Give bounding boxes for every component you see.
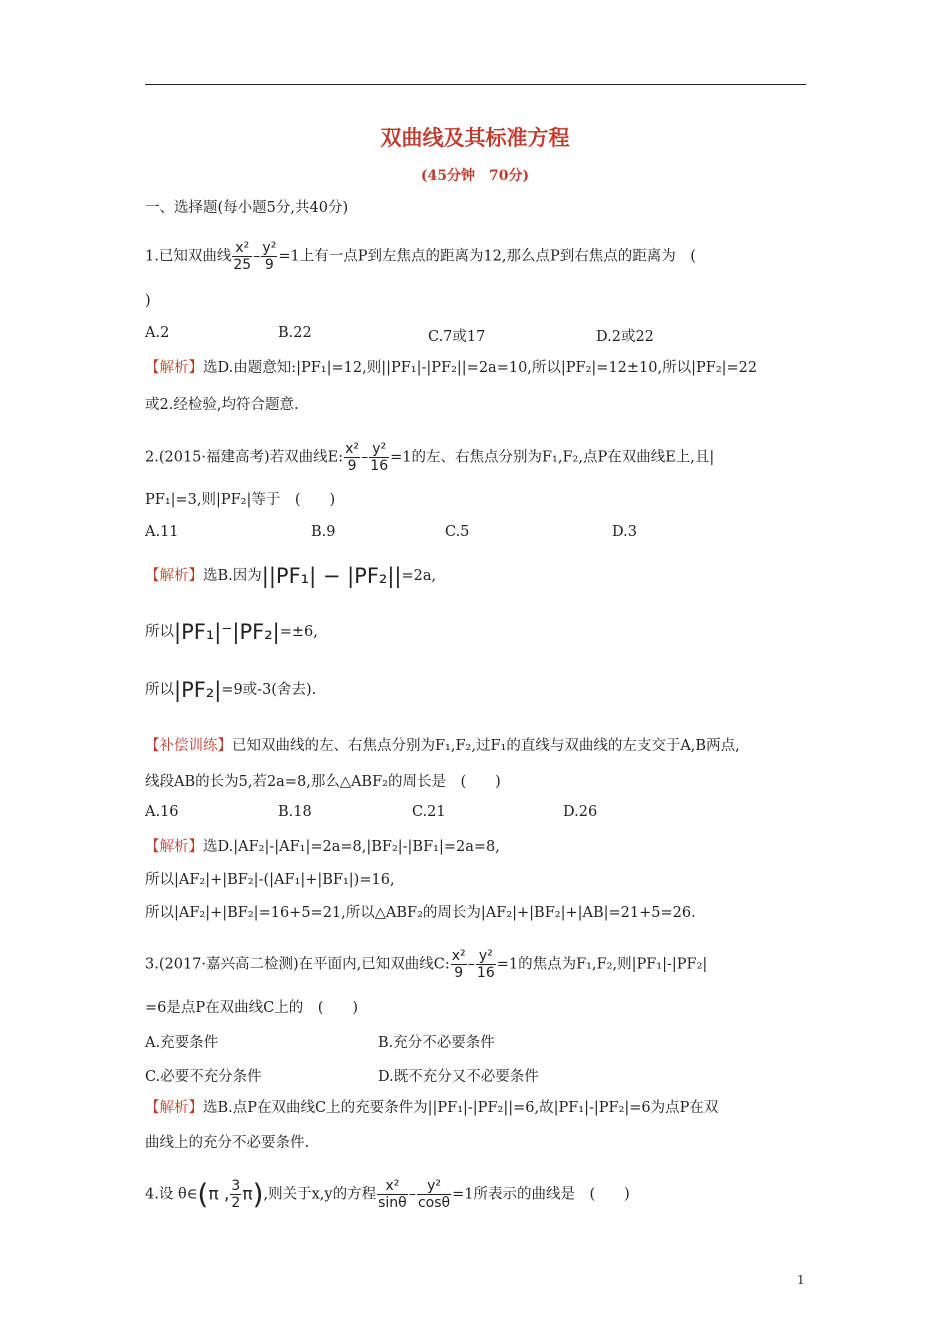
option-b: B.9	[311, 524, 336, 540]
open-paren: (	[197, 1177, 209, 1211]
q2-analysis-1	[145, 566, 436, 586]
bc-line-1	[145, 736, 740, 756]
fraction-numerator: x²	[232, 240, 252, 257]
analysis-tag: 【解析】	[145, 1100, 203, 1116]
pi-symbol: π ,	[208, 1184, 230, 1205]
fraction-numerator: y²	[476, 948, 496, 965]
option-c: C.7或17	[428, 329, 486, 345]
fraction	[417, 1178, 451, 1211]
q1-cont: )	[145, 293, 151, 309]
supplement-tag: 【补偿训练】	[145, 738, 232, 754]
option-c: C.5	[445, 524, 470, 540]
analysis-tag: 【解析】	[145, 839, 203, 855]
q2-analysis-3	[145, 680, 316, 700]
option-a: A.充要条件	[145, 1035, 219, 1051]
q3-analysis-1	[145, 1098, 718, 1118]
fraction-numerator: y²	[262, 240, 277, 256]
option-b: B.充分不必要条件	[378, 1035, 495, 1051]
fraction	[261, 240, 277, 273]
analysis-text: =2a,	[401, 568, 437, 584]
q2-cont: PF₁|=3,则|PF₂|等于 ( )	[145, 492, 336, 508]
fraction-denominator: 9	[454, 965, 464, 981]
question-4	[145, 1178, 630, 1211]
analysis-tag: 【解析】	[145, 568, 203, 584]
q4-middle: ,则关于x,y的方程	[263, 1186, 377, 1203]
minus-sign: –	[253, 248, 261, 265]
q1-analysis	[145, 358, 757, 378]
bc-line-2: 线段AB的长为5,若2a=8,那么△ABF₂的周长是 ( )	[145, 774, 501, 790]
bc-analysis-2: 所以|AF₂|+|BF₂|-(|AF₁|+|BF₁|)=16,	[145, 872, 395, 888]
q2-suffix: =1的左、右焦点分别为F₁,F₂,点P在双曲线E上,且|	[390, 449, 715, 466]
section-heading: 一、选择题(每小题5分,共40分)	[145, 200, 349, 216]
q3-analysis-2: 曲线上的充分不必要条件.	[145, 1135, 310, 1151]
q4-prefix: 4.设 θ∈	[145, 1186, 198, 1203]
q2-prefix: 2.(2015·福建高考)若双曲线E:	[145, 449, 344, 466]
analysis-text: =±6,	[279, 624, 318, 640]
fraction-denominator: sinθ	[378, 1195, 407, 1211]
analysis-text: 所以	[145, 682, 174, 698]
fraction-denominator: cosθ	[417, 1195, 451, 1211]
q1-suffix: =1上有一点P到左焦点的距离为12,那么点P到右焦点的距离为 (	[278, 248, 696, 265]
option-b: B.22	[278, 325, 312, 341]
page-title: 双曲线及其标准方程	[380, 126, 570, 150]
fraction-denominator: 9	[347, 458, 357, 474]
fraction	[232, 240, 252, 273]
analysis-text: 选B.点P在双曲线C上的充要条件为||PF₁|-|PF₂||=6,故|PF₁|-|PF₂|=6为点P在双	[203, 1100, 719, 1116]
minus-sign: –	[467, 956, 475, 973]
fraction	[344, 441, 360, 474]
fraction	[476, 948, 496, 981]
header-rule	[145, 84, 806, 85]
analysis-text: 选D.由题意知:|PF₁|=12,则||PF₁|-|PF₂||=2a=10,所以|PF₂|=12±10,所以|PF₂|=22	[203, 360, 758, 376]
fraction-denominator: 25	[233, 257, 252, 273]
fraction	[451, 948, 467, 981]
bc-analysis-3: 所以|AF₂|+|BF₂|=16+5=21,所以△ABF₂的周长为|AF₂|+|BF₂|+|AB|=21+5=26.	[145, 905, 696, 921]
analysis-text: 所以	[145, 624, 174, 640]
analysis-text: 选B.因为	[203, 568, 262, 584]
fraction-numerator: x²	[451, 948, 466, 964]
fraction	[369, 441, 389, 474]
fraction-numerator: y²	[417, 1178, 451, 1195]
analysis-text: 选D.|AF₂|-|AF₁|=2a=8,|BF₂|-|BF₁|=2a=8,	[203, 839, 500, 855]
bc-text: 已知双曲线的左、右焦点分别为F₁,F₂,过F₁的直线与双曲线的左支交于A,B两点,	[232, 738, 740, 754]
q2-analysis-2	[145, 622, 318, 642]
option-a: A.2	[145, 325, 170, 341]
question-1	[145, 240, 696, 273]
q3-prefix: 3.(2017·嘉兴高二检测)在平面内,已知双曲线C:	[145, 956, 450, 973]
page-subtitle: (45分钟 70分)	[420, 168, 530, 184]
option-c: C.21	[412, 804, 446, 820]
minus-sign: –	[408, 1186, 416, 1203]
close-paren: )	[252, 1177, 264, 1211]
q3-cont: =6是点P在双曲线C上的 ( )	[145, 1000, 359, 1016]
fraction-denominator: 16	[476, 965, 495, 981]
question-3	[145, 948, 707, 981]
fraction-numerator: x²	[345, 441, 360, 457]
pi-symbol: π	[242, 1184, 253, 1205]
fraction-denominator: 9	[264, 257, 274, 273]
fraction	[230, 1178, 241, 1211]
fraction	[377, 1178, 408, 1211]
option-a: A.11	[145, 524, 179, 540]
math-expression: ||PF₁| − |PF₂||	[261, 564, 402, 588]
option-c: C.必要不充分条件	[145, 1069, 262, 1085]
analysis-text: =9或-3(舍去).	[221, 682, 317, 698]
question-2	[145, 441, 714, 474]
page-number: 1	[797, 1273, 805, 1287]
math-expression: |PF₂|	[174, 678, 222, 702]
option-a: A.16	[145, 804, 179, 820]
option-b: B.18	[278, 804, 312, 820]
fraction-numerator: x²	[377, 1178, 408, 1195]
q1-prefix: 1.已知双曲线	[145, 248, 232, 265]
q3-suffix: =1的焦点为F₁,F₂,则|PF₁|-|PF₂|	[496, 956, 708, 973]
fraction-denominator: 2	[231, 1195, 241, 1211]
option-d: D.2或22	[596, 329, 654, 345]
minus-sign: –	[361, 449, 369, 466]
fraction-denominator: 16	[370, 458, 389, 474]
option-d: D.26	[563, 804, 598, 820]
fraction-numerator: y²	[369, 441, 389, 458]
q1-analysis-2: 或2.经检验,均符合题意.	[145, 397, 299, 413]
fraction-numerator: 3	[231, 1178, 241, 1194]
option-d: D.3	[612, 524, 637, 540]
analysis-tag: 【解析】	[145, 360, 203, 376]
math-expression: |PF₁|⁻|PF₂|	[174, 620, 280, 644]
bc-analysis-1	[145, 837, 500, 857]
q4-suffix: =1所表示的曲线是 ( )	[452, 1186, 630, 1203]
option-d: D.既不充分又不必要条件	[378, 1069, 539, 1085]
